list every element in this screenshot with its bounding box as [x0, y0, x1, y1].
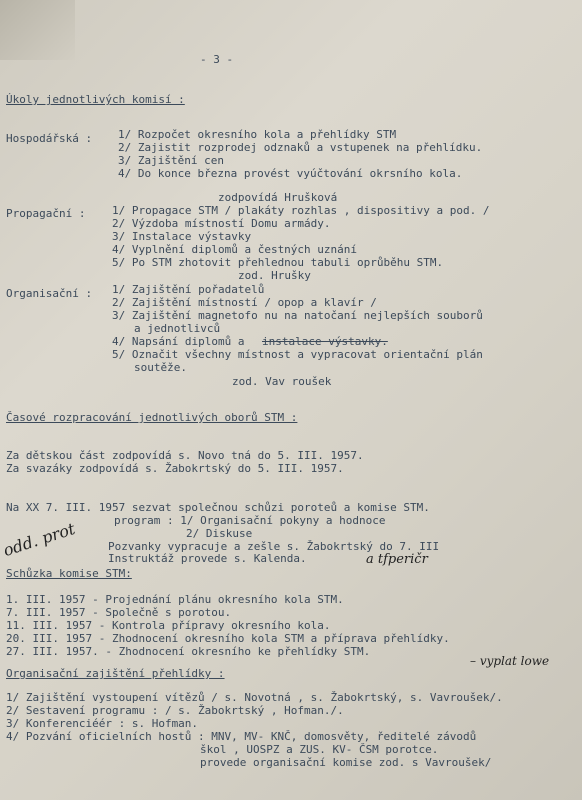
propagacni-item: 1/ Propagace STM / plakáty rozhlas , dispositivy a pod. / — [112, 204, 490, 217]
organisacni-responsible: zod. Vav roušek — [232, 375, 332, 388]
hospodarska-item: 1/ Rozpočet okresního kola a přehlídky STM — [118, 128, 397, 141]
organisacni-item: soutěže. — [134, 361, 187, 374]
organisacni-item: 3/ Zajištění magnetofo nu na natočaní nejlepších souborů — [112, 309, 483, 322]
handwritten-bottom-note: – vyplat lowe — [470, 654, 550, 668]
handwritten-side-note: a tfperičr — [366, 552, 428, 567]
meeting-program: program : 1/ Organisační pokyny a hodnoce — [114, 514, 386, 527]
organisacni-item: 1/ Zajištění pořadatelů — [112, 283, 265, 296]
commission-item: 7. III. 1957 - Společně s porotou. — [6, 606, 232, 619]
commission-item: 20. III. 1957 - Zhodnocení okresního kola STM a příprava přehlídky. — [6, 632, 450, 645]
schedule-line: Za dětskou část zodpovídá s. Novo tná do 5. III. 1957. — [6, 449, 364, 462]
hospodarska-label: Hospodářská : — [6, 132, 93, 145]
propagacni-responsible: zod. Hrušky — [238, 269, 311, 282]
propagacni-item: 4/ Vyplnění diplomů a čestných uznání — [112, 243, 358, 256]
section-schedule-heading: Časové rozpracování jednotlivých oborů STM : — [6, 411, 298, 424]
section-tasks-heading: Úkoly jednotlivých komisí : — [6, 93, 185, 106]
hospodarska-item: 4/ Do konce března provést vyúčtování okrsního kola. — [118, 167, 463, 180]
schedule-line: Za svazáky zodpovídá s. Žabokrtský do 5. III. 1957. — [6, 462, 344, 475]
hospodarska-item: 3/ Zajištění cen — [118, 154, 224, 167]
organisation-item: provede organisační komise zod. s Vavroušek/ — [200, 756, 492, 769]
meeting-program: 2/ Diskuse — [186, 527, 253, 540]
section-organisation-heading: Organisační zajištění přehlídky : — [6, 667, 225, 680]
hospodarska-responsible: zodpovídá Hrušková — [218, 191, 338, 204]
organisacni-item: a jednotlivců — [134, 322, 221, 335]
commission-item: 1. III. 1957 - Projednání plánu okresního kola STM. — [6, 593, 344, 606]
organisation-item: 1/ Zajištění vystoupení vítězů / s. Novotná , s. Žabokrtský, s. Vavroušek/. — [6, 691, 503, 704]
commission-item: 27. III. 1957. - Zhodnocení okresního ke přehlídky STM. — [6, 645, 371, 658]
organisation-item: škol , UOSPZ a ZUS. KV- ČSM porotce. — [200, 743, 439, 756]
section-commission-heading: Schůzka komise STM: — [6, 567, 132, 580]
commission-item: 11. III. 1957 - Kontrola přípravy okresního kola. — [6, 619, 331, 632]
handwritten-margin-note: odd. prot — [0, 518, 78, 561]
propagacni-label: Propagační : — [6, 207, 86, 220]
organisation-item: 2/ Sestavení programu : / s. Žabokrtský , Hofman./. — [6, 704, 344, 717]
propagacni-item: 2/ Výzdoba místností Domu armády. — [112, 217, 331, 230]
propagacni-item: 5/ Po STM zhotovit přehlednou tabuli oprůběhu STM. — [112, 256, 444, 269]
meeting-instruction: Instruktáž provede s. Kalenda. — [108, 552, 307, 565]
organisacni-item: 2/ Zajištění místností / opop a klavír / — [112, 296, 377, 309]
organisacni-item: 5/ Označit všechny místnost a vypracovat orientační plán — [112, 348, 483, 361]
organisation-item: 3/ Konferenciéér : s. Hofman. — [6, 717, 199, 730]
propagacni-item: 3/ Instalace výstavky — [112, 230, 252, 243]
organisation-item: 4/ Pozvání oficielních hostů : MNV, MV- KNČ, domosvěty, ředitelé závodů — [6, 730, 477, 743]
meeting-line: Na XX 7. III. 1957 sezvat společnou schůzi poroteů a komise STM. — [6, 501, 430, 514]
meeting-invites: Pozvanky vypracuje a zešle s. Žabokrtský do 7. III — [108, 540, 440, 553]
organisacni-item-struck: instalace výstavky. — [262, 335, 388, 348]
organisacni-label: Organisační : — [6, 287, 93, 300]
organisacni-item: 4/ Napsání diplomů a — [112, 335, 245, 348]
hospodarska-item: 2/ Zajistit rozprodej odznaků a vstupenek na přehlídku. — [118, 141, 483, 154]
page-number: - 3 - — [200, 53, 234, 66]
